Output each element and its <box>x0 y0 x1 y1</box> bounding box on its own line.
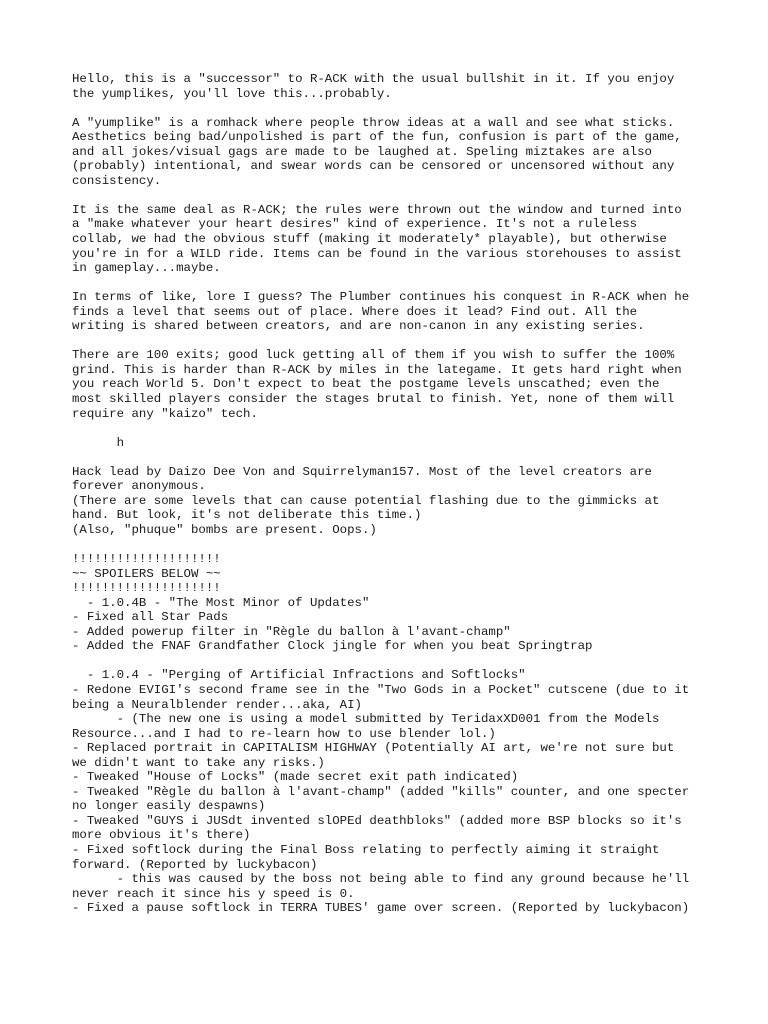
document-line: writing is shared between creators, and are non-canon in any existing series. <box>72 319 645 334</box>
document-line: - Tweaked "GUYS i JUSdt invented slOPEd deathbloks" (added more BSP blocks so it's <box>72 813 682 828</box>
document-line: more obvious it's there) <box>72 828 251 843</box>
document-line: (probably) intentional, and swear words can be censored or uncensored without any <box>72 159 675 174</box>
document-text <box>72 72 712 916</box>
document-line: h <box>72 435 125 450</box>
document-line: we didn't want to take any risks.) <box>72 755 325 770</box>
document-line: ~~ SPOILERS BELOW ~~ <box>72 566 221 581</box>
document-line: There are 100 exits; good luck getting all of them if you wish to suffer the 100% <box>72 348 675 363</box>
document-line: - (The new one is using a model submitted by TeridaxXD001 from the Models <box>72 712 660 727</box>
document-line: forever anonymous. <box>72 479 206 494</box>
document-line: - this was caused by the boss not being able to find any ground because he'll <box>72 872 690 887</box>
document-line: in gameplay...maybe. <box>72 261 221 276</box>
document-line: you're in for a WILD ride. Items can be found in the various storehouses to assist <box>72 246 682 261</box>
document-line: most skilled players consider the stages brutal to finish. Yet, none of them will <box>72 392 675 407</box>
document-line: Hello, this is a "successor" to R-ACK with the usual bullshit in it. If you enjoy <box>72 72 675 86</box>
document-line: In terms of like, lore I guess? The Plumber continues his conquest in R-ACK when he <box>72 290 690 305</box>
document-line: and all jokes/visual gags are made to be laughed at. Speling miztakes are also <box>72 144 652 159</box>
document-line: grind. This is harder than R-ACK by miles in the lategame. It gets hard right when <box>72 362 682 377</box>
document-line: - 1.0.4B - "The Most Minor of Updates" <box>72 595 370 610</box>
document-line: collab, we had the obvious stuff (making it moderately* playable), but otherwise <box>72 232 667 247</box>
document-line: (Also, "phuque" bombs are present. Oops.) <box>72 522 377 537</box>
document-line: you reach World 5. Don't expect to beat the postgame levels unscathed; even the <box>72 377 660 392</box>
document-line: Resource...and I had to re-learn how to use blender lol.) <box>72 726 496 741</box>
document-line: Aesthetics being bad/unpolished is part of the fun, confusion is part of the game, <box>72 130 682 145</box>
document-line: never reach it since his y speed is 0. <box>72 886 355 901</box>
document-line: consistency. <box>72 173 162 188</box>
document-line: !!!!!!!!!!!!!!!!!!!! <box>72 552 221 567</box>
document-line: hand. But look, it's not deliberate this time.) <box>72 508 422 523</box>
document-line: - Redone EVIGI's second frame see in the "Two Gods in a Pocket" cutscene (due to it <box>72 682 690 697</box>
document-line: - Replaced portrait in CAPITALISM HIGHWAY (Potentially AI art, we're not sure but <box>72 741 675 756</box>
document-line: no longer easily despawns) <box>72 799 266 814</box>
document-line: - 1.0.4 - "Perging of Artificial Infractions and Softlocks" <box>72 668 526 683</box>
document-line: - Fixed softlock during the Final Boss relating to perfectly aiming it straight <box>72 842 660 857</box>
document-line: - Added the FNAF Grandfather Clock jingle for when you beat Springtrap <box>72 639 593 654</box>
document-line: require any "kaizo" tech. <box>72 406 258 421</box>
document-line: - Tweaked "House of Locks" (made secret exit path indicated) <box>72 770 519 785</box>
document-line: It is the same deal as R-ACK; the rules were thrown out the window and turned into <box>72 202 682 217</box>
document-line: - Added powerup filter in "Règle du ballon à l'avant-champ" <box>72 624 511 639</box>
document-line: being a Neuralblender render...aka, AI) <box>72 697 362 712</box>
document-line: - Tweaked "Règle du ballon à l'avant-champ" (added "kills" counter, and one specter <box>72 784 690 799</box>
document-line: - Fixed all Star Pads <box>72 610 229 625</box>
document-line: finds a level that seems out of place. Where does it lead? Find out. All the <box>72 304 638 319</box>
document-line: (There are some levels that can cause potential flashing due to the gimmicks at <box>72 493 660 508</box>
document-line: !!!!!!!!!!!!!!!!!!!! <box>72 581 221 596</box>
document-line: the yumplikes, you'll love this...probably. <box>72 86 392 101</box>
document-line: Hack lead by Daizo Dee Von and Squirrelyman157. Most of the level creators are <box>72 464 652 479</box>
document-line: - Fixed a pause softlock in TERRA TUBES' game over screen. (Reported by luckybacon) <box>72 901 690 916</box>
document-line: a "make whatever your heart desires" kind of experience. It's not a ruleless <box>72 217 638 232</box>
document-line: A "yumplike" is a romhack where people throw ideas at a wall and see what sticks. <box>72 115 675 130</box>
document-line: forward. (Reported by luckybacon) <box>72 857 318 872</box>
